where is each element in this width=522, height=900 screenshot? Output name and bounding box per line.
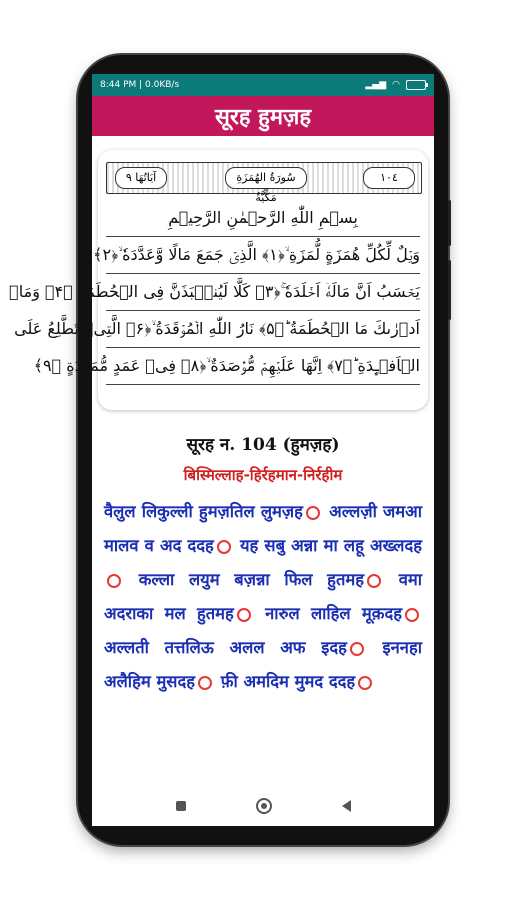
home-button[interactable] [256, 798, 272, 814]
arabic-bismillah: بِسۡمِ اللّٰهِ الرَّحۡمٰنِ الرَّحِيۡمِ [106, 200, 420, 237]
status-icons [365, 80, 426, 90]
ayah-marker-icon [198, 676, 212, 690]
ayah-marker-icon [107, 574, 121, 588]
hindi-verse: यह सबु अन्ना मा लहू अख्लदह [239, 536, 423, 555]
hindi-verse: फ़ी अमदिम मुमद ददह [220, 672, 356, 691]
app-title-bar [92, 96, 434, 136]
ayah-marker-icon [306, 506, 320, 520]
power-button [448, 260, 451, 320]
page-title: सूरह हुमज़ह [214, 105, 312, 130]
surah-name-arabic: سُورَةُ الهُمَزَةِ مَكِّيَّةٌ [225, 167, 307, 189]
ayah-marker-icon [217, 540, 231, 554]
arabic-line: وَيۡلٌ لِّكُلِّ هُمَزَةٍ لُّمَزَةِ ۙ﴿۱﴾ الَّذِىۡ جَمَعَ مَالًا وَّعَدَّدَهٗ ۙ﴿۲﴾ [106, 237, 420, 274]
hindi-verse: इननहा अलैहिम मुसदह [104, 638, 422, 691]
hindi-verse: नारुल लाहिल मूक़दह [265, 604, 402, 623]
wifi-icon: ◠ [392, 80, 400, 90]
ayah-marker-icon [358, 676, 372, 690]
status-bar [92, 74, 434, 96]
ayah-marker-icon [237, 608, 251, 622]
bismillah-hindi: बिस्मिल्लाह-हिर्रहमान-निर्रहीम [183, 466, 343, 484]
arabic-text-card [9, 150, 428, 410]
main-content[interactable] [9, 136, 434, 786]
back-button[interactable] [342, 800, 351, 812]
status-time: 8:44 PM | 0.0KB/s [100, 80, 180, 90]
hindi-transliteration [92, 426, 434, 699]
ayah-marker-icon [350, 642, 364, 656]
battery-icon [406, 80, 426, 90]
hindi-verse: वैलुल लिकुल्ली हुमज़तिल लुमज़ह [104, 502, 303, 521]
hindi-verse: वमा अदराका मल हुतमह [104, 570, 423, 623]
surah-heading: सूरह न. 104 (हुमज़ह) [186, 435, 340, 455]
ayah-marker-icon [405, 608, 419, 622]
arabic-line: يَحۡسَبُ اَنَّ مَالَهٗۤ اَخۡلَدَهٗ ۚ﴿۳﴾ كَلَّا لَيُنۡۢبَذَنَّ فِى الۡحُطَمَةِ ﴿۴﴾ وَمَاۤ [106, 274, 420, 311]
hindi-verse: कल्ला लयुम बज़न्ना फिल हुतमह [138, 570, 364, 589]
arabic-verses [9, 200, 420, 385]
volume-button [448, 200, 451, 246]
hindi-verse: अल्लज़ी जमआ मालव व अद ददह [104, 502, 422, 555]
phone-screen [9, 74, 434, 826]
system-nav-bar [92, 786, 434, 826]
surah-number-arabic: ١٠٤ [363, 167, 415, 189]
hindi-verses [104, 495, 422, 699]
ayah-marker-icon [367, 574, 381, 588]
ayah-count: آيَاتُهَا ٩ [115, 167, 167, 189]
arabic-line: الۡاَفۡـِٕدَةِ ؕ﴿۷﴾ اِنَّهَا عَلَيۡهِمۡ مُّؤۡصَدَةٌ ۙ﴿۸﴾ فِىۡ عَمَدٍ مُّمَدَّدَةٍ ﴿۹﴾ [106, 348, 420, 385]
surah-header-frame [106, 162, 422, 204]
hindi-verse: अल्लती तत्तलिऊ अलल अफ इदह [104, 638, 347, 657]
arabic-line: اَدۡرٰٮكَ مَا الۡحُطَمَةُ ؕ﴿۵﴾ نَارُ اللّٰهِ الۡمُوۡقَدَةُ ۙ﴿۶﴾ الَّتِىۡ تَطَّلِعُ عَلَى [106, 311, 420, 348]
signal-icon: ▂▄▆ [365, 80, 387, 90]
recents-button[interactable] [176, 801, 186, 811]
